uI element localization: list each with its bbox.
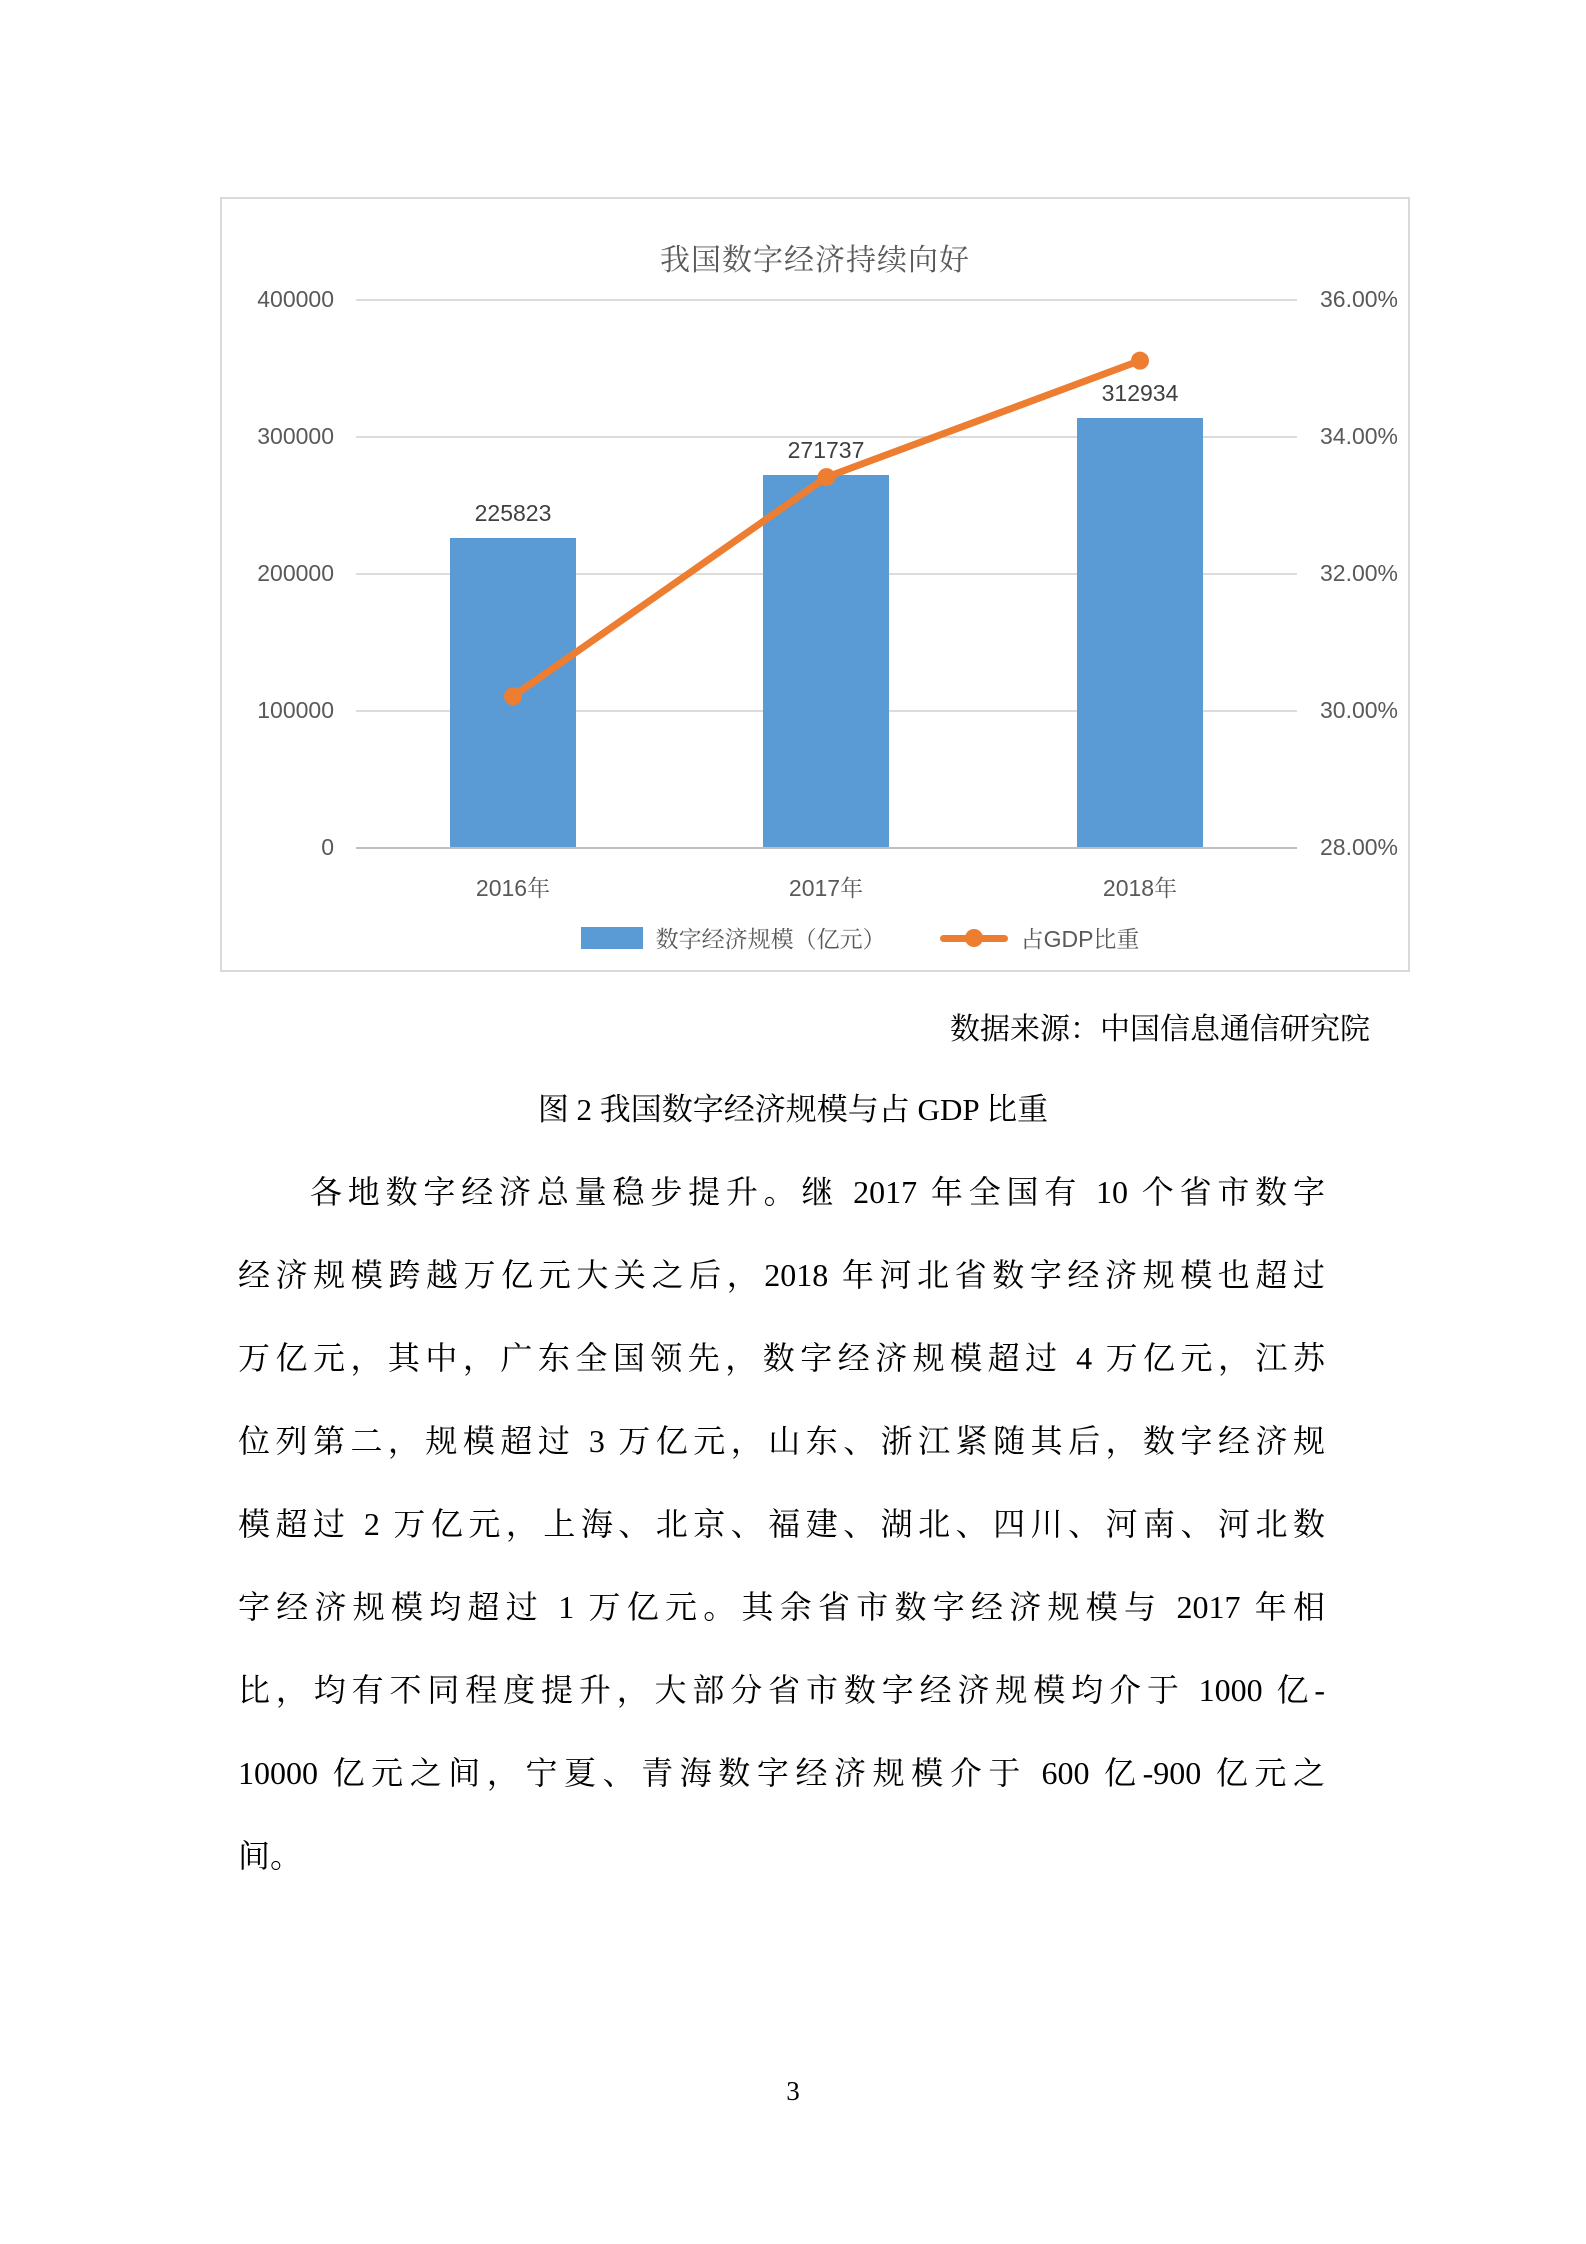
left-axis-tick: 200000 xyxy=(257,560,334,586)
gdp-line-marker-2018 xyxy=(1131,352,1149,370)
left-axis-tick: 0 xyxy=(321,834,334,860)
body-paragraph xyxy=(238,1151,1325,1898)
body-line: 间。 xyxy=(238,1838,303,1874)
right-axis-tick: 36.00% xyxy=(1320,286,1399,312)
x-axis-label-2016: 2016年 xyxy=(475,875,551,901)
gridline-400000 xyxy=(356,299,1297,301)
right-axis-tick: 34.00% xyxy=(1320,423,1399,449)
bar-value-label-2017: 271737 xyxy=(787,436,865,463)
body-line: 位列第二，规模超过 3 万亿元，山东、浙江紧随其后，数字经济规 xyxy=(238,1423,1325,1459)
legend-label-line-series: 占GDP比重 xyxy=(1020,926,1140,952)
body-line: 10000 亿元之间，宁夏、青海数字经济规模介于 600 亿-900 亿元之 xyxy=(238,1755,1325,1791)
body-line: 字经济规模均超过 1 万亿元。其余省市数字经济规模与 2017 年相 xyxy=(238,1589,1325,1625)
line-dot-icon xyxy=(965,929,983,947)
right-axis-tick: 30.00% xyxy=(1320,697,1399,723)
body-line: 经济规模跨越万亿元大关之后，2018 年河北省数字经济规模也超过 xyxy=(238,1257,1325,1293)
bar-2016 xyxy=(450,538,576,847)
x-axis-label-2018: 2018年 xyxy=(1102,875,1178,901)
line-series-marker-icon xyxy=(940,926,1008,950)
chart-title: 我国数字经济持续向好 xyxy=(660,244,970,277)
body-line: 模超过 2 万亿元，上海、北京、福建、湖北、四川、河南、河北数 xyxy=(238,1506,1325,1542)
body-line: 比，均有不同程度提升，大部分省市数字经济规模均介于 1000 亿- xyxy=(238,1672,1325,1708)
page-number: 3 xyxy=(786,2076,800,2106)
legend-item-line-series xyxy=(940,921,1140,954)
chart-legend xyxy=(267,921,1453,954)
bar-series-swatch-icon xyxy=(581,927,643,949)
legend-label-bar-series: 数字经济规模（亿元） xyxy=(655,926,886,952)
right-axis-tick: 32.00% xyxy=(1320,560,1399,586)
body-line: 各地数字经济总量稳步提升。继 2017 年全国有 10 个省市数字 xyxy=(310,1174,1325,1210)
chart-figure xyxy=(220,197,1410,972)
x-axis-label-2017: 2017年 xyxy=(788,875,864,901)
bar-value-label-2018: 312934 xyxy=(1101,380,1179,407)
bar-2017 xyxy=(763,475,889,847)
right-axis-tick: 28.00% xyxy=(1320,834,1399,860)
figure-caption: 图 2 我国数字经济规模与占 GDP 比重 xyxy=(537,1092,1049,1127)
left-axis-tick: 300000 xyxy=(257,423,334,449)
bar-2018 xyxy=(1077,418,1203,847)
x-axis-line xyxy=(356,847,1297,849)
left-axis-tick: 100000 xyxy=(257,697,334,723)
data-source-note: 数据来源：中国信息通信研究院 xyxy=(950,1013,1370,1046)
body-line: 万亿元，其中，广东全国领先，数字经济规模超过 4 万亿元，江苏 xyxy=(238,1340,1325,1376)
left-axis-tick: 400000 xyxy=(257,286,334,312)
bar-value-label-2016: 225823 xyxy=(474,499,552,526)
legend-item-bar-series xyxy=(581,921,886,954)
